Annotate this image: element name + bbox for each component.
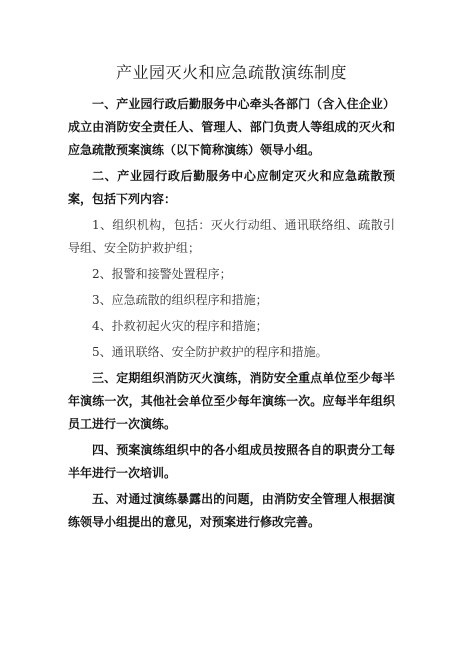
list-item-3: 3、应急疏散的组织程序和措施； <box>92 293 268 307</box>
list-item-4: 4、扑救初起火灾的程序和措施； <box>92 319 268 333</box>
document-title: 产业园灭火和应急疏散演练制度 <box>115 63 347 82</box>
paragraph-4: 四、预案演练组织中的各小组成员按照各自的职责分工每半年进行一次培训。 <box>68 443 395 480</box>
list-item-1: 1、组织机构，包括：灭火行动组、通讯联络组、疏散引导组、安全防护救护组； <box>68 218 395 255</box>
paragraph-2: 二、产业园行政后勤服务中心应制定灭火和应急疏散预案，包括下列内容： <box>68 169 395 206</box>
list-item-5: 5、通讯联络、安全防护救护的程序和措施。 <box>92 345 328 359</box>
list-item-2: 2、报警和接警处置程序； <box>92 267 232 281</box>
paragraph-3: 三、定期组织消防灭火演练，消防安全重点单位至少每半年演练一次，其他社会单位至少每年演练一次。应每半年组织员工进行一次演练。 <box>68 371 395 431</box>
paragraph-5: 五、对通过演练暴露出的问题，由消防安全管理人根据演练领导小组提出的意见，对预案进行修改完善。 <box>68 492 395 529</box>
paragraph-1: 一、产业园行政后勤服务中心牵头各部门（含入住企业）成立由消防安全责任人、管理人、部门负责人等组成的灭火和应急疏散预案演练（以下简称演练）领导小组。 <box>68 97 395 157</box>
